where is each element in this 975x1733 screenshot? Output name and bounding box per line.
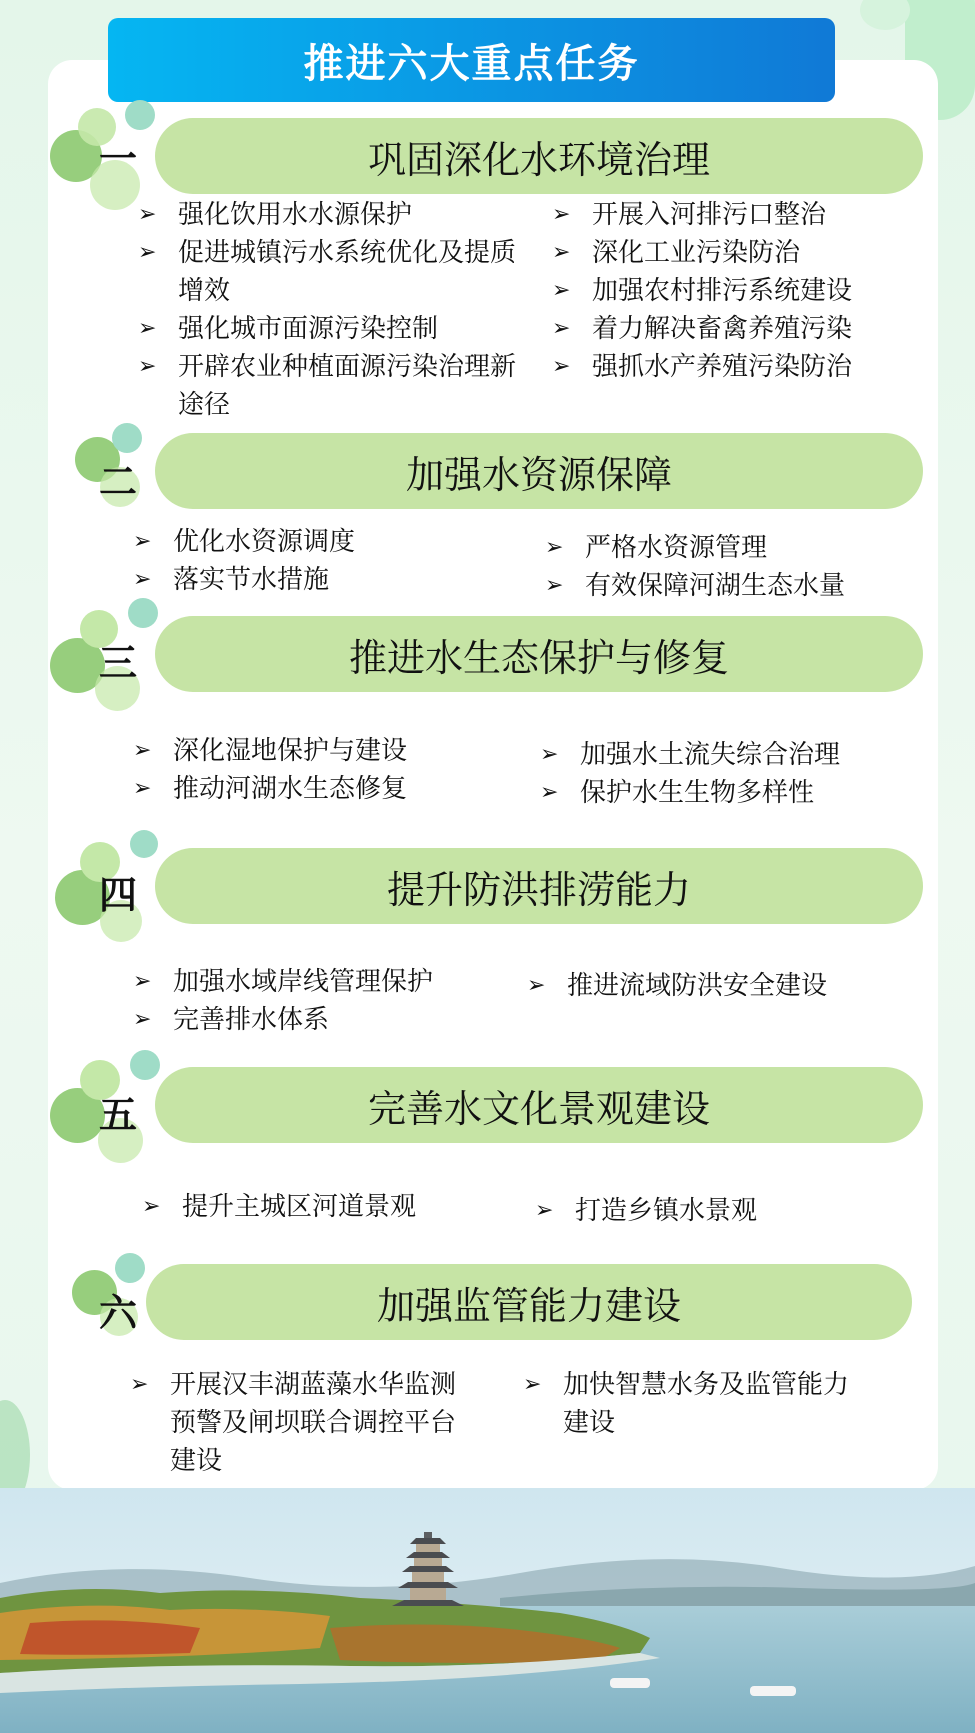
arrow-bullet-icon: ➢ [535,1198,554,1223]
section-heading: 提升防洪排涝能力 [155,848,923,924]
list-item: ➢ 加强水域岸线管理保护 [133,963,513,1001]
list-item: ➢ 加强农村排污系统建设 [552,272,932,310]
list-item: ➢ 着力解决畜禽养殖污染 [552,310,932,348]
list-item: ➢ 提升主城区河道景观 [142,1188,522,1226]
arrow-bullet-icon: ➢ [552,354,571,379]
right-bullet-list [535,1192,915,1230]
arrow-bullet-icon: ➢ [138,202,157,227]
arrow-bullet-icon: ➢ [552,316,571,341]
list-item: ➢ 开展汉丰湖蓝藻水华监测预警及闸坝联合调控平台建设 [130,1366,475,1480]
arrow-bullet-icon: ➢ [138,240,157,265]
left-bullet-list [133,523,513,599]
section-numeral: 五 [98,1092,137,1137]
list-item: ➢ 开展入河排污口整治 [552,196,932,234]
section-numeral: 四 [98,872,137,917]
section-numeral: 三 [98,640,137,685]
left-bullet-list [142,1188,522,1226]
arrow-bullet-icon: ➢ [133,567,152,592]
list-item: ➢ 加快智慧水务及监管能力建设 [523,1366,868,1442]
section-numeral: 二 [98,459,137,504]
list-item: ➢ 强化城市面源污染控制 [138,310,533,348]
decorative-leaf-top-right-2 [860,0,910,30]
list-item: ➢ 保护水生生物多样性 [540,774,935,812]
list-item: ➢ 落实节水措施 [133,561,513,599]
arrow-bullet-icon: ➢ [133,969,152,994]
list-item: ➢ 深化工业污染防治 [552,234,932,272]
right-bullet-list [540,736,935,812]
arrow-bullet-icon: ➢ [527,973,546,998]
right-bullet-list [545,529,935,605]
section-numeral: 六 [98,1290,137,1335]
arrow-bullet-icon: ➢ [133,1007,152,1032]
arrow-bullet-icon: ➢ [552,278,571,303]
list-item: ➢ 强化饮用水水源保护 [138,196,533,234]
list-item: ➢ 完善排水体系 [133,1001,513,1039]
list-item: ➢ 强抓水产养殖污染防治 [552,348,932,386]
section-heading: 巩固深化水环境治理 [155,118,923,194]
arrow-bullet-icon: ➢ [540,780,559,805]
arrow-bullet-icon: ➢ [545,573,564,598]
right-bullet-list [523,1366,868,1442]
arrow-bullet-icon: ➢ [138,316,157,341]
arrow-bullet-icon: ➢ [133,529,152,554]
left-bullet-list [130,1366,475,1480]
list-item: ➢ 开辟农业种植面源污染治理新途径 [138,348,533,424]
section-numeral: 一 [98,136,137,181]
arrow-bullet-icon: ➢ [523,1372,542,1397]
arrow-bullet-icon: ➢ [138,354,157,379]
arrow-bullet-icon: ➢ [133,776,152,801]
right-bullet-list [552,196,932,386]
list-item: ➢ 深化湿地保护与建设 [133,732,513,770]
lake-pagoda-landscape-illustration [0,1488,975,1733]
section-heading: 加强监管能力建设 [146,1264,912,1340]
arrow-bullet-icon: ➢ [545,535,564,560]
section-heading: 完善水文化景观建设 [155,1067,923,1143]
arrow-bullet-icon: ➢ [130,1372,149,1397]
list-item: ➢ 加强水土流失综合治理 [540,736,935,774]
arrow-bullet-icon: ➢ [552,202,571,227]
section-heading: 加强水资源保障 [155,433,923,509]
list-item: ➢ 有效保障河湖生态水量 [545,567,935,605]
list-item: ➢ 严格水资源管理 [545,529,935,567]
list-item: ➢ 推进流域防洪安全建设 [527,967,927,1005]
right-bullet-list [527,967,927,1005]
list-item: ➢ 促进城镇污水系统优化及提质增效 [138,234,533,310]
list-item: ➢ 打造乡镇水景观 [535,1192,915,1230]
arrow-bullet-icon: ➢ [142,1194,161,1219]
left-bullet-list [138,196,533,424]
left-bullet-list [133,732,513,808]
arrow-bullet-icon: ➢ [552,240,571,265]
arrow-bullet-icon: ➢ [133,738,152,763]
section-heading: 推进水生态保护与修复 [155,616,923,692]
arrow-bullet-icon: ➢ [540,742,559,767]
page-title: 推进六大重点任务 [108,18,835,102]
list-item: ➢ 优化水资源调度 [133,523,513,561]
left-bullet-list [133,963,513,1039]
list-item: ➢ 推动河湖水生态修复 [133,770,513,808]
